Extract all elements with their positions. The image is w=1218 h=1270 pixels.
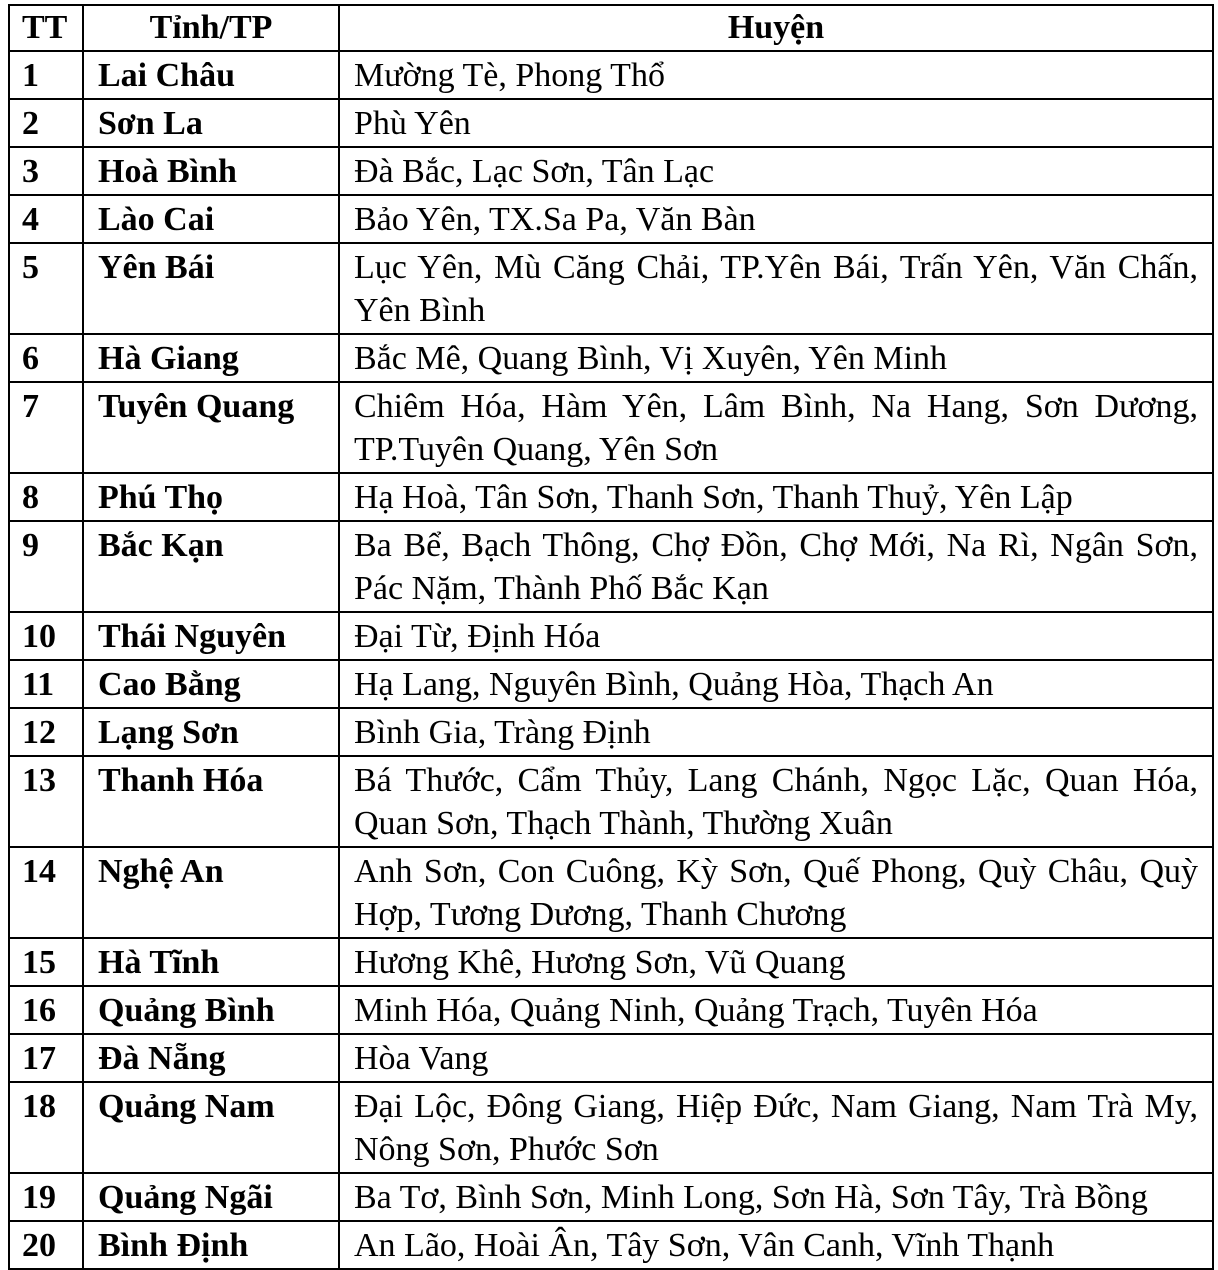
province-cell: Bắc Kạn [83, 521, 339, 612]
table-row [9, 99, 1213, 147]
table-row [9, 334, 1213, 382]
districts-cell: Đại Từ, Định Hóa [339, 612, 1213, 660]
districts-cell: Hương Khê, Hương Sơn, Vũ Quang [339, 938, 1213, 986]
table-row [9, 1082, 1213, 1173]
province-cell: Quảng Nam [83, 1082, 339, 1173]
districts-cell: Hòa Vang [339, 1034, 1213, 1082]
province-cell: Lào Cai [83, 195, 339, 243]
header-districts: Huyện [339, 5, 1213, 51]
table-row [9, 756, 1213, 847]
district-table-container [8, 4, 1212, 1270]
table-header-row [9, 5, 1213, 51]
row-number-cell: 19 [9, 1173, 83, 1221]
districts-cell: Lục Yên, Mù Căng Chải, TP.Yên Bái, Trấn Yên, Văn Chấn, Yên Bình [339, 243, 1213, 334]
row-number-cell: 13 [9, 756, 83, 847]
districts-cell: An Lão, Hoài Ân, Tây Sơn, Vân Canh, Vĩnh Thạnh [339, 1221, 1213, 1269]
districts-cell: Đại Lộc, Đông Giang, Hiệp Đức, Nam Giang, Nam Trà My, Nông Sơn, Phước Sơn [339, 1082, 1213, 1173]
district-table [8, 4, 1214, 1270]
row-number-cell: 17 [9, 1034, 83, 1082]
row-number-cell: 2 [9, 99, 83, 147]
table-row [9, 147, 1213, 195]
table-row [9, 986, 1213, 1034]
table-row [9, 51, 1213, 99]
row-number-cell: 5 [9, 243, 83, 334]
districts-cell: Ba Tơ, Bình Sơn, Minh Long, Sơn Hà, Sơn Tây, Trà Bồng [339, 1173, 1213, 1221]
row-number-cell: 8 [9, 473, 83, 521]
districts-cell: Bình Gia, Tràng Định [339, 708, 1213, 756]
province-cell: Thanh Hóa [83, 756, 339, 847]
districts-cell: Bắc Mê, Quang Bình, Vị Xuyên, Yên Minh [339, 334, 1213, 382]
districts-cell: Ba Bể, Bạch Thông, Chợ Đồn, Chợ Mới, Na Rì, Ngân Sơn, Pác Nặm, Thành Phố Bắc Kạn [339, 521, 1213, 612]
districts-cell: Đà Bắc, Lạc Sơn, Tân Lạc [339, 147, 1213, 195]
province-cell: Lai Châu [83, 51, 339, 99]
row-number-cell: 4 [9, 195, 83, 243]
province-cell: Lạng Sơn [83, 708, 339, 756]
province-cell: Nghệ An [83, 847, 339, 938]
province-cell: Hà Giang [83, 334, 339, 382]
table-row [9, 473, 1213, 521]
table-row [9, 195, 1213, 243]
header-tt: TT [9, 5, 83, 51]
table-row [9, 938, 1213, 986]
row-number-cell: 15 [9, 938, 83, 986]
header-province: Tỉnh/TP [83, 5, 339, 51]
row-number-cell: 9 [9, 521, 83, 612]
table-row [9, 1173, 1213, 1221]
row-number-cell: 12 [9, 708, 83, 756]
province-cell: Cao Bằng [83, 660, 339, 708]
row-number-cell: 20 [9, 1221, 83, 1269]
table-row [9, 660, 1213, 708]
province-cell: Quảng Ngãi [83, 1173, 339, 1221]
table-row [9, 847, 1213, 938]
row-number-cell: 7 [9, 382, 83, 473]
districts-cell: Mường Tè, Phong Thổ [339, 51, 1213, 99]
row-number-cell: 10 [9, 612, 83, 660]
table-row [9, 382, 1213, 473]
province-cell: Tuyên Quang [83, 382, 339, 473]
districts-cell: Chiêm Hóa, Hàm Yên, Lâm Bình, Na Hang, Sơn Dương, TP.Tuyên Quang, Yên Sơn [339, 382, 1213, 473]
table-row [9, 243, 1213, 334]
districts-cell: Phù Yên [339, 99, 1213, 147]
table-row [9, 521, 1213, 612]
table-row [9, 612, 1213, 660]
table-row [9, 1034, 1213, 1082]
districts-cell: Hạ Hoà, Tân Sơn, Thanh Sơn, Thanh Thuỷ, Yên Lập [339, 473, 1213, 521]
province-cell: Sơn La [83, 99, 339, 147]
province-cell: Hoà Bình [83, 147, 339, 195]
province-cell: Bình Định [83, 1221, 339, 1269]
row-number-cell: 3 [9, 147, 83, 195]
row-number-cell: 1 [9, 51, 83, 99]
province-cell: Quảng Bình [83, 986, 339, 1034]
row-number-cell: 16 [9, 986, 83, 1034]
districts-cell: Minh Hóa, Quảng Ninh, Quảng Trạch, Tuyên Hóa [339, 986, 1213, 1034]
province-cell: Hà Tĩnh [83, 938, 339, 986]
province-cell: Đà Nẵng [83, 1034, 339, 1082]
row-number-cell: 18 [9, 1082, 83, 1173]
row-number-cell: 6 [9, 334, 83, 382]
districts-cell: Bá Thước, Cẩm Thủy, Lang Chánh, Ngọc Lặc, Quan Hóa, Quan Sơn, Thạch Thành, Thường Xuân [339, 756, 1213, 847]
districts-cell: Anh Sơn, Con Cuông, Kỳ Sơn, Quế Phong, Quỳ Châu, Quỳ Hợp, Tương Dương, Thanh Chương [339, 847, 1213, 938]
districts-cell: Bảo Yên, TX.Sa Pa, Văn Bàn [339, 195, 1213, 243]
row-number-cell: 11 [9, 660, 83, 708]
table-body [9, 51, 1213, 1269]
table-row [9, 708, 1213, 756]
province-cell: Thái Nguyên [83, 612, 339, 660]
province-cell: Yên Bái [83, 243, 339, 334]
table-row [9, 1221, 1213, 1269]
districts-cell: Hạ Lang, Nguyên Bình, Quảng Hòa, Thạch An [339, 660, 1213, 708]
province-cell: Phú Thọ [83, 473, 339, 521]
row-number-cell: 14 [9, 847, 83, 938]
